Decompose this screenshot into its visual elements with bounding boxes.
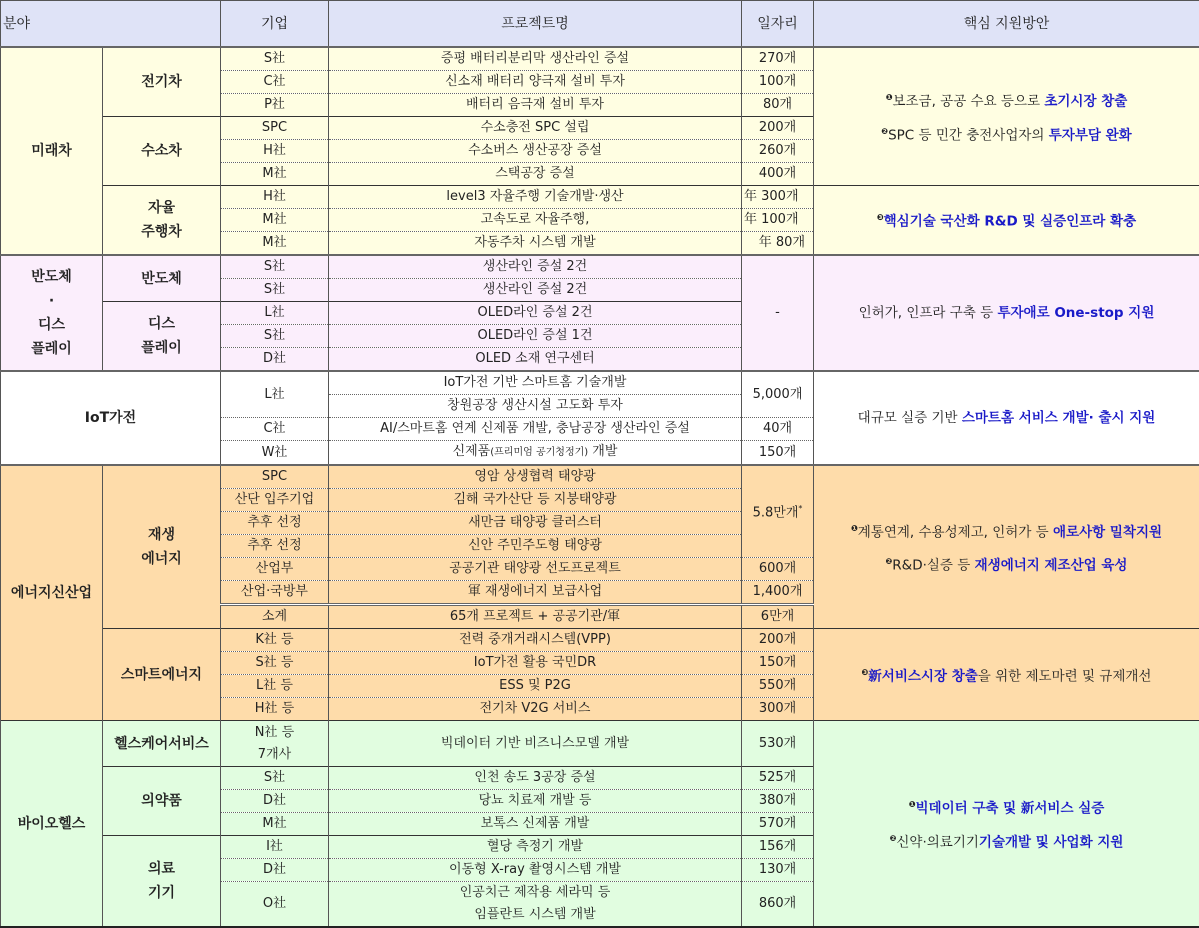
company-cell: S社 [221,279,329,302]
jobs-cell: 570개 [742,813,814,836]
highlight-text: 스마트홈 서비스 개발· 출시 지원 [962,410,1155,426]
number-badge-icon: ❸ [862,668,869,677]
table-row [1,629,1199,652]
company-cell: 산업·국방부 [221,581,329,605]
jobs-cell: 80개 [742,94,814,117]
company-cell: K社 등 [221,629,329,652]
company-cell: SPC [221,117,329,140]
company-cell: 산업부 [221,558,329,581]
table-row [1,721,1199,767]
jobs-cell: 156개 [742,836,814,859]
subcategory-medical: 의료 기기 [103,836,221,928]
category-iot: IoT가전 [1,371,221,465]
jobs-cell: 年 300개 [742,186,814,209]
company-cell: M社 [221,232,329,256]
jobs-cell: 1,400개 [742,581,814,605]
number-badge-icon: ❷ [886,557,893,566]
company-cell: S社 [221,325,329,348]
jobs-cell: 600개 [742,558,814,581]
subcategory-hydrogen: 수소차 [103,117,221,186]
project-cell: 수소충전 SPC 설립 [329,117,742,140]
support-bio [814,721,1199,928]
company-cell: S社 등 [221,652,329,675]
subcategory-display: 디스 플레이 [103,302,221,372]
jobs-cell: 年 80개 [742,232,814,256]
highlight-text: 재생에너지 제조산업 육성 [975,558,1128,574]
jobs-cell: 400개 [742,163,814,186]
project-cell: 창원공장 생산시설 고도화 투자 [329,395,742,418]
project-cell: 고속도로 자율주행, [329,209,742,232]
project-cell: 전기차 V2G 서비스 [329,698,742,721]
subcategory-smart-energy: 스마트에너지 [103,629,221,721]
support-line: $^❷$SPC 등 민간 충전사업자의 투자부담 완화 [814,121,1199,147]
project-cell: 당뇨 치료제 개발 등 [329,790,742,813]
jobs-cell: 150개 [742,652,814,675]
company-cell: C社 [221,418,329,441]
company-cell: C社 [221,71,329,94]
project-cell: 인공치근 제작용 세라믹 등 [329,882,742,905]
jobs-cell: 525개 [742,767,814,790]
jobs-cell: 100개 [742,71,814,94]
support-line: $^❷$신약·의료기기기술개발 및 사업화 지원 [814,828,1199,854]
project-cell: 임플란트 시스템 개발 [329,904,742,927]
number-badge-icon: ❷ [890,834,897,843]
project-cell: ESS 및 P2G [329,675,742,698]
jobs-cell: 300개 [742,698,814,721]
project-cell: 배터리 음극재 설비 투자 [329,94,742,117]
table-row [1,255,1199,279]
project-cell: 혈당 측정기 개발 [329,836,742,859]
jobs-cell: 260개 [742,140,814,163]
header-company: 기업 [221,1,329,48]
project-cell: 생산라인 증설 2건 [329,279,742,302]
highlight-text: 新서비스시장 창출 [868,668,978,684]
project-cell: IoT가전 활용 국민DR [329,652,742,675]
header-jobs: 일자리 [742,1,814,48]
subcategory-ev: 전기차 [103,47,221,117]
project-cell: 자동주차 시스템 개발 [329,232,742,256]
highlight-text: 기술개발 및 사업화 지원 [979,834,1124,850]
table-row [1,47,1199,71]
jobs-cell: 150개 [742,441,814,466]
support-line: $^❶$계통연계, 수용성제고, 인허가 등 애로사항 밀착지원 [814,518,1199,544]
project-cell: 전력 중개거래시스템(VPP) [329,629,742,652]
support-future-car-1 [814,47,1199,186]
subcategory-autonomous: 자율 주행차 [103,186,221,256]
project-cell: AI/스마트홈 연계 신제품 개발, 충남공장 생산라인 증설 [329,418,742,441]
support-energy-1 [814,465,1199,629]
project-cell: 인천 송도 3공장 증설 [329,767,742,790]
company-cell: H社 [221,186,329,209]
project-cell: 영암 상생협력 태양광 [329,465,742,489]
jobs-cell: 年 100개 [742,209,814,232]
subtotal-project: 65개 프로젝트 + 공공기관/軍 [329,605,742,629]
company-cell: H社 [221,140,329,163]
subcategory-pharma: 의약품 [103,767,221,836]
jobs-cell: 270개 [742,47,814,71]
project-cell: OLED 소재 연구센터 [329,348,742,372]
company-cell: H社 등 [221,698,329,721]
project-cell: 김해 국가산단 등 지붕태양광 [329,489,742,512]
category-bio: 바이오헬스 [1,721,103,928]
jobs-cell: 5.8만개* [742,465,814,558]
company-cell: 추후 선정 [221,535,329,558]
company-cell: M社 [221,209,329,232]
jobs-cell: 200개 [742,629,814,652]
highlight-text: 애로사항 밀착지원 [1053,524,1162,540]
support-iot: 대규모 실증 기반 스마트홈 서비스 개발· 출시 지원 [814,371,1199,465]
company-cell: L社 [221,371,329,418]
company-cell: M社 [221,813,329,836]
project-cell: 보톡스 신제품 개발 [329,813,742,836]
project-cell: 공공기관 태양광 선도프로젝트 [329,558,742,581]
support-line [814,794,1199,820]
company-cell: D社 [221,790,329,813]
jobs-cell: - [742,255,814,371]
company-cell: I社 [221,836,329,859]
company-cell: D社 [221,348,329,372]
category-semi-display: 반도체 · 디스 플레이 [1,255,103,371]
project-cell: 신소재 배터리 양극재 설비 투자 [329,71,742,94]
table-row [1,465,1199,489]
project-cell: 생산라인 증설 2건 [329,255,742,279]
table-row [1,186,1199,209]
company-cell: M社 [221,163,329,186]
company-cell: N社 등 7개사 [221,721,329,767]
company-cell: W社 [221,441,329,466]
category-future-car: 미래차 [1,47,103,255]
company-cell: S社 [221,255,329,279]
jobs-cell: 550개 [742,675,814,698]
project-cell: 증평 배터리분리막 생산라인 증설 [329,47,742,71]
jobs-cell: 530개 [742,721,814,767]
project-cell: 신안 주민주도형 태양광 [329,535,742,558]
support-future-car-3 [814,186,1199,256]
number-badge-icon: ❶ [886,93,893,102]
project-cell: 이동형 X-ray 촬영시스템 개발 [329,859,742,882]
project-cell: level3 자율주행 기술개발·생산 [329,186,742,209]
company-cell: 추후 선정 [221,512,329,535]
support-energy-3: $^❸$新서비스시장 창출을 위한 제도마련 및 규제개선 [814,629,1199,721]
jobs-cell: 130개 [742,859,814,882]
project-cell: 軍 재생에너지 보급사업 [329,581,742,605]
project-cell: OLED라인 증설 2건 [329,302,742,325]
highlight-text: 핵심기술 국산화 R&D 및 실증인프라 확충 [884,214,1137,230]
number-badge-icon: ❸ [877,213,884,222]
table-row [1,371,1199,395]
jobs-cell: 200개 [742,117,814,140]
company-cell: S社 [221,47,329,71]
highlight-text: 투자부담 완화 [1049,127,1132,143]
project-cell: 새만금 태양광 클러스터 [329,512,742,535]
company-cell: 산단 입주기업 [221,489,329,512]
company-cell: L社 등 [221,675,329,698]
project-cell: 빅데이터 기반 비즈니스모델 개발 [329,721,742,767]
company-cell: S社 [221,767,329,790]
jobs-cell: 40개 [742,418,814,441]
project-cell: 수소버스 생산공장 증설 [329,140,742,163]
number-badge-icon: ❷ [881,127,888,136]
header-field: 분야 [1,1,221,48]
support-semi-display: 인허가, 인프라 구축 등 투자애로 One-stop 지원 [814,255,1199,371]
subtotal-jobs: 6만개 [742,605,814,629]
company-cell: L社 [221,302,329,325]
jobs-cell: 5,000개 [742,371,814,418]
jobs-cell: 380개 [742,790,814,813]
project-cell: OLED라인 증설 1건 [329,325,742,348]
number-badge-icon: ❶ [909,800,916,809]
number-badge-icon: ❶ [851,524,858,533]
subtotal-label: 소계 [221,605,329,629]
subcategory-renewable: 재생 에너지 [103,465,221,629]
company-cell: SPC [221,465,329,489]
company-cell: D社 [221,859,329,882]
table-header-row [1,1,1199,48]
subcategory-healthcare: 헬스케어서비스 [103,721,221,767]
support-line: $^❷$R&D·실증 등 재생에너지 제조산업 육성 [814,551,1199,577]
highlight-text: 투자애로 One-stop 지원 [997,305,1154,321]
project-cell: 신제품(프리미엄 공기청정기) 개발 [329,441,742,466]
project-cell: 스택공장 증설 [329,163,742,186]
company-cell: O社 [221,882,329,928]
highlight-text: 빅데이터 구축 및 新서비스 실증 [915,801,1104,817]
highlight-text: 초기시장 창출 [1044,94,1127,110]
project-cell: IoT가전 기반 스마트홈 기술개발 [329,371,742,395]
subcategory-semiconductor: 반도체 [103,255,221,302]
support-line: $^❶$보조금, 공공 수요 등으로 초기시장 창출 [814,87,1199,113]
jobs-cell: 860개 [742,882,814,928]
header-support: 핵심 지원방안 [814,1,1199,48]
header-project: 프로젝트명 [329,1,742,48]
category-energy: 에너지신산업 [1,465,103,721]
company-cell: P社 [221,94,329,117]
